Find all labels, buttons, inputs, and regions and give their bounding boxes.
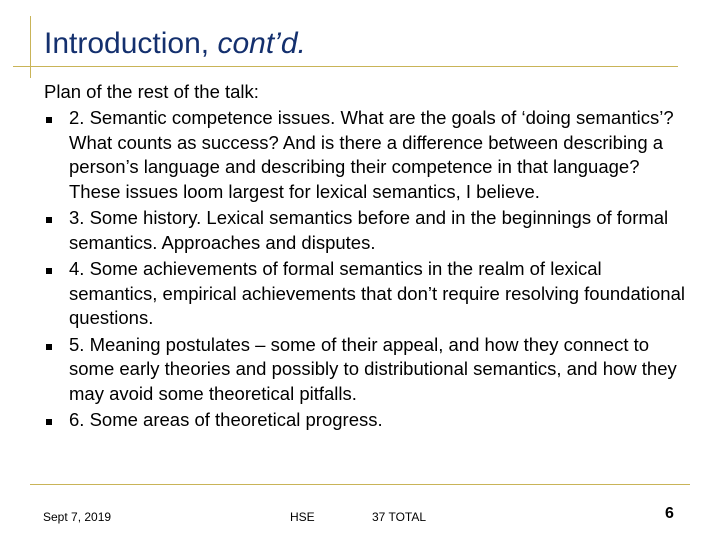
footer-organization: HSE (290, 510, 315, 524)
footer-rule (30, 484, 690, 485)
list-item (44, 106, 694, 204)
slide-title (44, 26, 306, 62)
list-item-text: 6. Some areas of theoretical progress. (69, 409, 383, 430)
slide-title-main: Introduction, (44, 27, 210, 60)
list-item-text: 2. Semantic competence issues. What are the goals of ‘doing semantics’? What counts as success? And is there a difference between describing a person’s language and describing their competence in that language? These issues loom largest for lexical semantics, I believe. (69, 107, 674, 202)
list-item (44, 257, 694, 331)
list-item (44, 408, 694, 433)
footer-total: 37 TOTAL (372, 510, 427, 524)
list-item (44, 206, 694, 255)
list-item-text: 4. Some achievements of formal semantics in the realm of lexical semantics, empirical achievements that don’t require resolving foundational questions. (69, 258, 685, 328)
list-item-text: 5. Meaning postulates – some of their appeal, and how they connect to some early theories and possibly to distributional semantics, and how they may avoid some theoretical pitfalls. (69, 333, 677, 404)
title-horizontal-rule (13, 66, 678, 67)
title-vertical-rule (30, 16, 31, 78)
square-bullet-icon (46, 217, 52, 223)
square-bullet-icon (46, 419, 52, 425)
intro-text: Plan of the rest of the talk: (44, 81, 259, 102)
square-bullet-icon (46, 344, 52, 350)
footer-date: Sept 7, 2019 (43, 510, 112, 524)
list-item-text: 3. Some history. Lexical semantics before and in the beginnings of formal semantics. Approaches and disputes. (69, 207, 669, 253)
square-bullet-icon (46, 117, 52, 123)
list-item (44, 333, 694, 407)
page-number: 6 (665, 505, 674, 522)
square-bullet-icon (46, 268, 52, 274)
bullet-list (44, 106, 694, 435)
slide-title-italic: cont’d. (217, 27, 306, 60)
